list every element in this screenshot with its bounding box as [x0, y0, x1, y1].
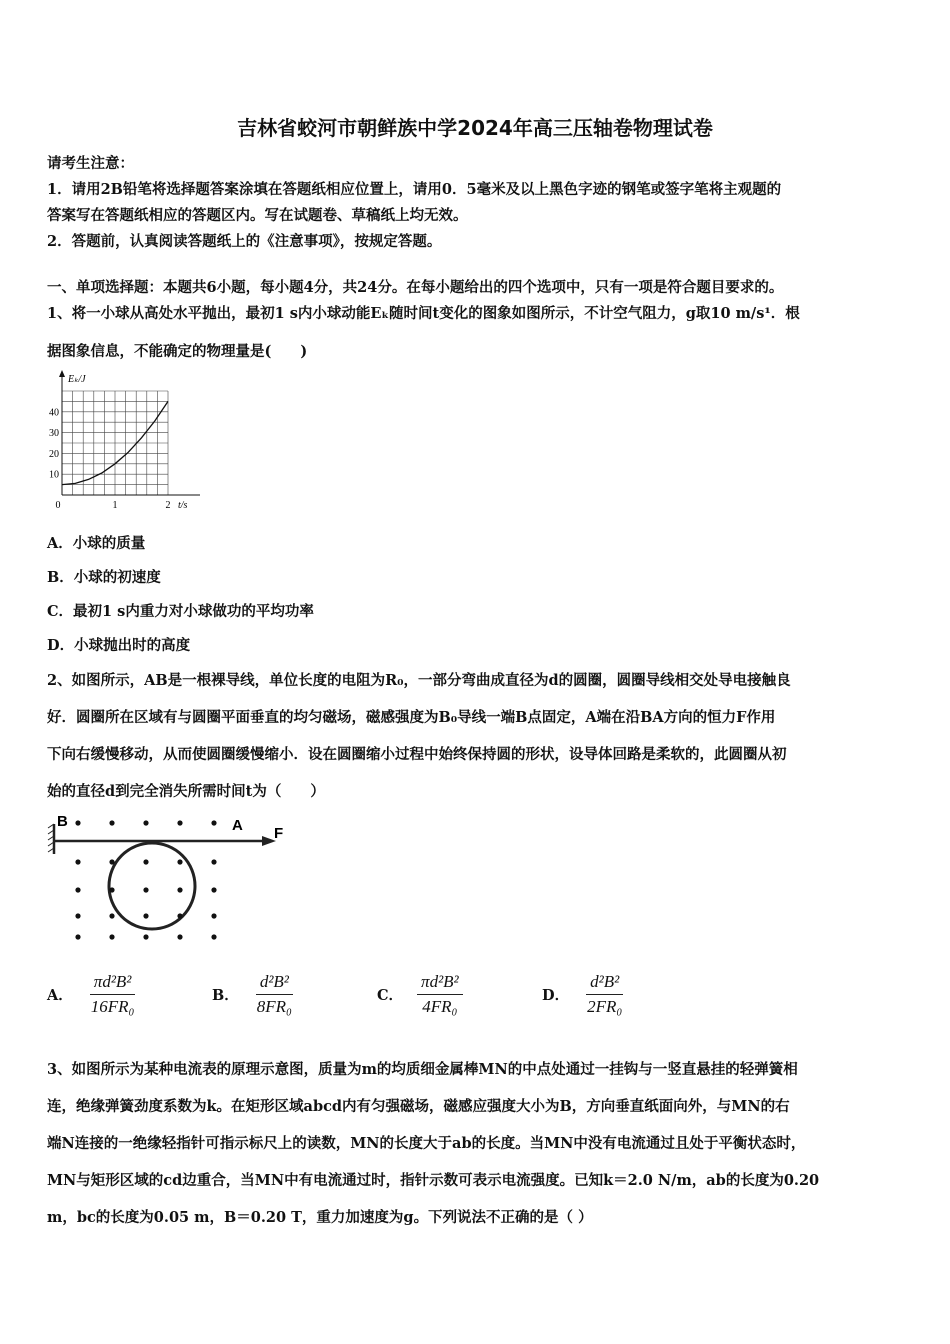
q2-option-d-denominator: 2FR₀ [587, 997, 623, 1016]
field-dot [211, 859, 216, 864]
q2-option-d[interactable] [542, 972, 626, 1017]
page-title: 吉林省蛟河市朝鲜族中学2024年高三压轴卷物理试卷 [237, 116, 713, 140]
y-axis-arrow-icon [59, 370, 65, 377]
q1-stem-line-1: 1、将一小球从高处水平抛出，最初1 s内小球动能Eₖ随时间t变化的图象如图所示，不计空气阻力，g取10 m/s¹．根 [47, 305, 800, 322]
x-tick-label: 0 [55, 500, 61, 511]
y-axis-label: Eₖ/J [68, 374, 86, 385]
q3-stem-line-1: 3、如图所示为某种电流表的原理示意图，质量为m的均质细金属棒MN的中点处通过一挂钩与一竖直悬挂的轻弹簧相 [47, 1061, 798, 1078]
q1-option-a[interactable]: A．小球的质量 [47, 535, 146, 552]
q2-option-c-letter: C． [377, 987, 404, 1004]
field-dot [109, 913, 114, 918]
notice-line-2: 答案写在答题纸相应的答题区内。写在试题卷、草稿纸上均无效。 [47, 207, 468, 224]
q2-option-c-numerator: πd²B² [417, 972, 463, 995]
q2-stem-line-2: 好．圆圈所在区域有与圆圈平面垂直的均匀磁场，磁感强度为B₀导线一端B点固定，A端在沿BA方向的恒力F作用 [47, 709, 776, 726]
notice-line-1: 1．请用2B铅笔将选择题答案涂填在答题纸相应位置上，请用0．5毫米及以上黑色字迹的钢笔或签字笔将主观题的 [47, 181, 782, 198]
wire-loop-figure [44, 810, 294, 950]
q1-option-d[interactable]: D．小球抛出时的高度 [47, 637, 191, 654]
field-dot [177, 820, 182, 825]
q2-option-a-numerator: πd²B² [90, 972, 136, 995]
field-dot [109, 934, 114, 939]
graph-grid [62, 391, 168, 495]
field-dot [177, 913, 182, 918]
field-dot [109, 820, 114, 825]
q2-option-d-fraction [583, 972, 626, 1017]
q2-option-b-numerator: d²B² [256, 972, 293, 995]
q3-stem-line-5: m，bc的长度为0.05 m，B＝0.20 T，重力加速度为g。下列说法不正确的是（ ） [47, 1209, 593, 1226]
field-dot [211, 820, 216, 825]
q2-stem-line-1: 2、如图所示，AB是一根裸导线，单位长度的电阻为R₀，一部分弯曲成直径为d的圆圈，圆圈导线相交处导电接触良 [47, 672, 791, 689]
label-a: A [232, 817, 243, 834]
y-tick-label: 40 [49, 407, 59, 419]
section-heading: 一、单项选择题：本题共6小题，每小题4分，共24分。在每小题给出的四个选项中，只有一项是符合题目要求的。 [47, 279, 784, 296]
field-dot [75, 820, 80, 825]
field-dot [109, 887, 114, 892]
field-dot [143, 859, 148, 864]
q2-option-b[interactable] [212, 972, 296, 1017]
q2-option-c-fraction [417, 972, 463, 1017]
field-dot [211, 913, 216, 918]
q2-option-a-denominator: 16FR₀ [90, 997, 135, 1016]
field-dot [75, 913, 80, 918]
q2-option-b-letter: B． [212, 987, 239, 1004]
q2-option-b-denominator: 8FR₀ [256, 997, 292, 1016]
q2-option-b-fraction [253, 972, 296, 1017]
notice-line-3: 2．答题前，认真阅读答题纸上的《注意事项》，按规定答题。 [47, 233, 442, 250]
label-f: F [274, 825, 284, 842]
wall-support [48, 824, 54, 854]
y-tick-label: 20 [49, 448, 59, 460]
q3-stem-line-4: MN与矩形区域的cd边重合，当MN中有电流通过时，指针示数可表示电流强度。已知k＝2.0 N/m，ab的长度为0.20 [47, 1172, 820, 1189]
field-dot [177, 934, 182, 939]
notice-heading: 请考生注意： [47, 155, 134, 172]
field-dot [143, 913, 148, 918]
field-dot [177, 859, 182, 864]
q1-stem-line-2: 据图象信息，不能确定的物理量是( ) [47, 343, 308, 360]
q2-option-a-fraction [87, 972, 139, 1017]
q2-option-d-letter: D． [542, 987, 570, 1004]
graph-ticks [49, 374, 188, 511]
field-dot [143, 887, 148, 892]
q2-stem-line-3: 下向右缓慢移动，从而使圆圈缓慢缩小．设在圆圈缩小过程中始终保持圆的形状，设导体回路是柔软的，此圆圈从初 [47, 746, 787, 763]
y-tick-label: 10 [49, 469, 59, 481]
q1-option-b[interactable]: B．小球的初速度 [47, 569, 161, 586]
y-tick-label: 30 [49, 428, 59, 440]
x-tick-label: 1 [112, 500, 118, 511]
x-tick-label: 2 [165, 500, 171, 511]
q2-option-c-denominator: 4FR₀ [422, 997, 458, 1016]
q2-option-d-numerator: d²B² [586, 972, 623, 995]
q1-option-c[interactable]: C．最初1 s内重力对小球做功的平均功率 [47, 603, 314, 620]
q3-stem-line-3: 端N连接的一绝缘轻指针可指示标尺上的读数，MN的长度大于ab的长度。当MN中没有电流通过且处于平衡状态时， [47, 1135, 806, 1152]
field-dot [109, 859, 114, 864]
field-dot [177, 887, 182, 892]
q2-stem-line-4: 始的直径d到完全消失所需时间t为（ ） [47, 783, 325, 800]
x-axis-label: t/s [178, 500, 188, 511]
field-dot [75, 934, 80, 939]
field-dot [143, 934, 148, 939]
q2-option-c[interactable] [377, 972, 463, 1017]
field-dot [75, 859, 80, 864]
field-dot [143, 820, 148, 825]
q3-stem-line-2: 连，绝缘弹簧劲度系数为k。在矩形区域abcd内有匀强磁场，磁感应强度大小为B，方向垂直纸面向外，与MN的右 [47, 1098, 790, 1115]
q2-option-a-letter: A． [47, 987, 73, 1004]
field-dot [211, 934, 216, 939]
ek-time-graph [40, 368, 210, 513]
label-b: B [57, 813, 68, 830]
field-dot [75, 887, 80, 892]
q2-option-a[interactable] [47, 972, 138, 1017]
field-dot [211, 887, 216, 892]
